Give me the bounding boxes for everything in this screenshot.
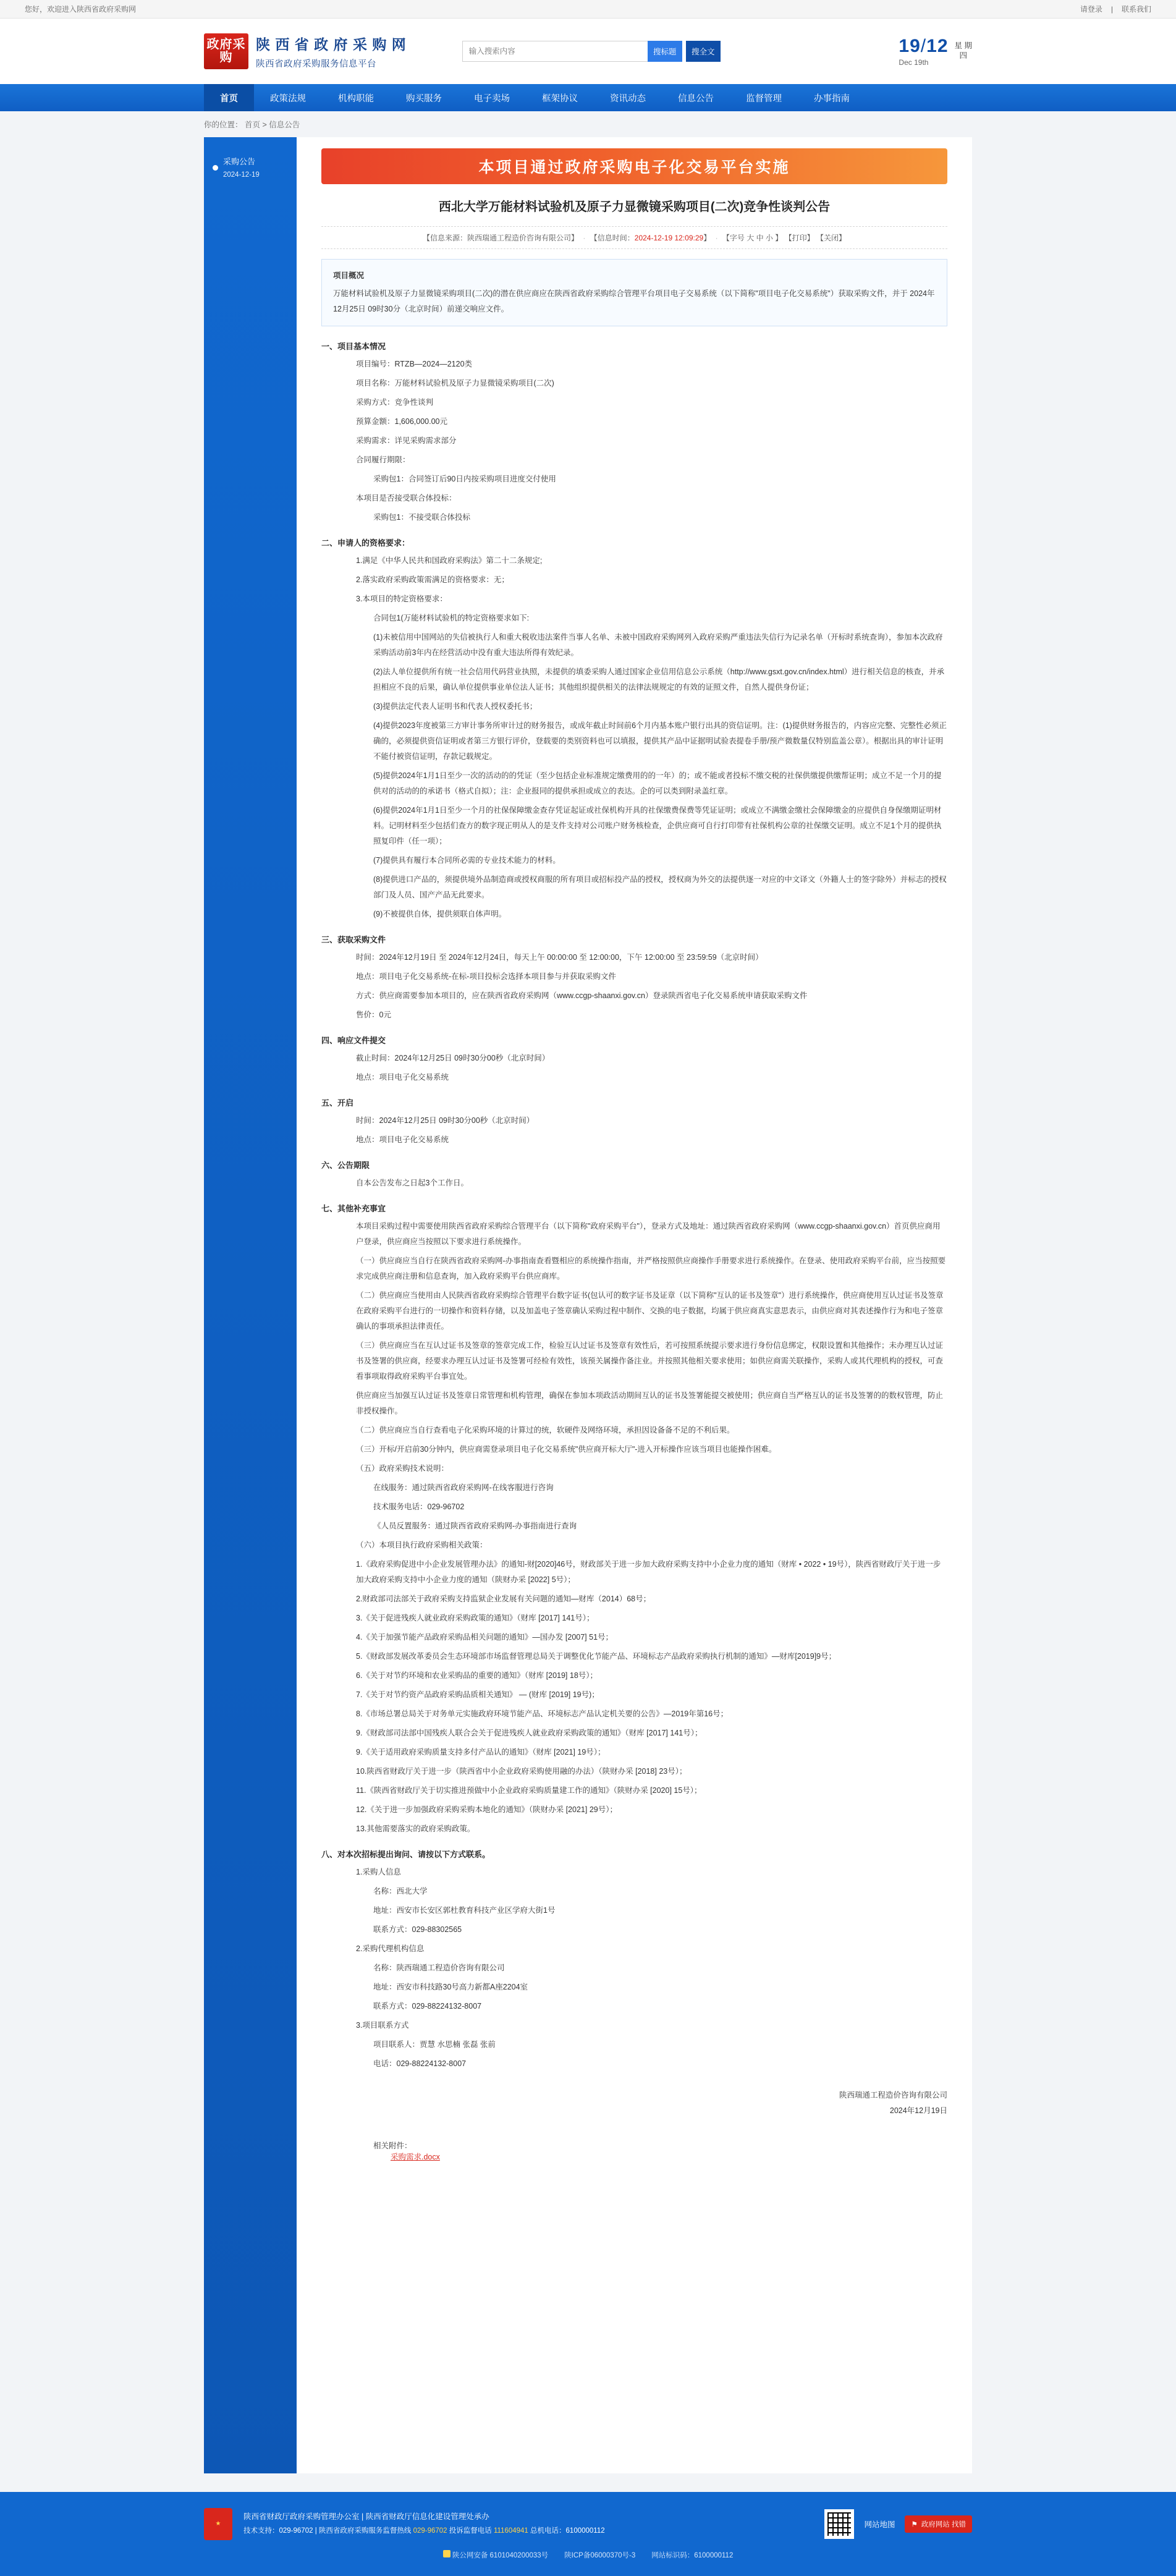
section-line: 地点：项目电子化交易系统: [356, 1073, 449, 1082]
section-line: 项目名称：万能材料试验机及原子力显微镜采购项目(二次): [356, 379, 554, 388]
section-heading: 八、对本次招标提出询问、请按以下方式联系。: [321, 1850, 491, 1859]
section-line: 技术服务电话：029-96702: [373, 1502, 465, 1511]
footer-bottom-bar: [204, 2550, 972, 2560]
footer-support-prefix: 技术支持：029-96702 | 陕西省政府采购服务监督热线: [243, 2527, 413, 2535]
site-name-secondary: 陕西省政府采购服务信息平台: [256, 59, 376, 69]
document-meta: 【信息来源：陕西瑞通工程造价咨询有限公司】 · 【信息时间：2024-12-19 12:09:29】 · 【字号 大 中 小 】 【打印】 【关闭】: [321, 226, 947, 249]
summary-title: 项目概况: [333, 271, 365, 280]
signature-company: 陕西瑞通工程造价咨询有限公司: [839, 2091, 947, 2099]
platform-banner: 本项目通过政府采购电子化交易平台实施: [321, 148, 947, 184]
section-line: 采购需求：详见采购需求部分: [356, 436, 457, 445]
nav-item-6[interactable]: 资讯动态: [610, 93, 646, 104]
section-line: 地址：西安市科技路30号高力新都A座2204室: [373, 1983, 528, 1991]
qr-code-icon: [824, 2509, 854, 2539]
meta-time-close: 】: [703, 234, 711, 242]
section-line: （三）开标/开启前30分钟内，供应商需登录项目电子化交易系统"供应商开标大厅"-进入开标操作应该当项目也能操作困难。: [356, 1445, 777, 1454]
section-line: 项目联系人：贾慧 水思楠 张磊 张前: [373, 2040, 496, 2049]
sitemap-link[interactable]: 网站地图: [864, 2520, 895, 2529]
section-line: （五）政府采购技术说明：: [356, 1464, 449, 1473]
nav-item-5[interactable]: 框架协议: [542, 93, 578, 104]
footer-icp: 陕ICP备06000370号-3: [564, 2552, 636, 2559]
breadcrumb-item-notices[interactable]: 信息公告: [269, 121, 300, 129]
site-logo[interactable]: [204, 33, 407, 70]
section-line: 3.项目联系方式: [356, 2021, 409, 2030]
date-month: 12: [926, 36, 949, 56]
meta-source-value: 陕西瑞通工程造价咨询有限公司: [467, 234, 572, 242]
footer-line-1: 陕西省财政厅政府采购管理办公室 | 陕西省财政厅信息化建设管理处承办: [243, 2512, 489, 2522]
section-line: 本项目是否接受联合体投标：: [356, 494, 457, 502]
footer-switchboard: 总机电话：6100000112: [528, 2527, 605, 2535]
nav-item-0[interactable]: 首页: [204, 84, 254, 111]
section-line: 3.本项目的特定资格要求：: [356, 595, 447, 603]
date-display: [899, 36, 972, 67]
nav-item-8[interactable]: 监督管理: [746, 93, 782, 104]
section-line: 13.其他需要落实的政府采购政策。: [356, 1824, 475, 1833]
section-line: 方式：供应商需要参加本项目的，应在陕西省政府采购网（www.ccgp-shaanxi.gov.cn）登录陕西省电子化交易系统申请获取采购文件: [356, 991, 808, 1000]
date-day: 19: [899, 36, 921, 56]
national-emblem-icon: ★: [204, 2508, 232, 2540]
section-line: 售价：0元: [356, 1010, 391, 1019]
date-slash: /: [920, 36, 927, 56]
bullet-dot-icon: [213, 165, 218, 171]
section-line: 名称：西北大学: [373, 1887, 428, 1896]
section-line: 名称：陕西瑞通工程造价咨询有限公司: [373, 1964, 505, 1972]
logo-mark-icon: 政府采购: [204, 33, 248, 69]
section-line: 6.《关于对节约环境和农业采购品的重要的通知》（财库 [2019] 18号）；: [356, 1671, 598, 1680]
top-utility-bar: [0, 0, 1176, 19]
meta-source-label: 【信息来源：: [423, 234, 468, 242]
sidebar-item-procurement-notice[interactable]: [204, 150, 297, 187]
site-header: [0, 19, 1176, 84]
attachment-link[interactable]: 采购需求.docx: [391, 2153, 440, 2161]
section-line: 时间：2024年12月25日 09时30分00秒（北京时间）: [356, 1116, 535, 1125]
print-button[interactable]: 【打印】: [784, 234, 814, 242]
section-line: 合同包1(万能材料试验机的特定资格要求如下:: [373, 614, 530, 622]
search-title-button[interactable]: 搜标题: [648, 41, 682, 62]
report-error-button[interactable]: [905, 2515, 972, 2533]
document-sections: [321, 340, 947, 2072]
nav-item-4[interactable]: 电子卖场: [474, 93, 510, 104]
sidebar-item-date: 2024-12-19: [223, 171, 260, 179]
section-line: 10.陕西省财政厅关于进一步（陕西省中小企业政府采购使用融的办法）（陕财办采 [2018] 23号）；: [356, 1767, 687, 1776]
section-line: 2.落实政府采购政策需满足的资格要求：无；: [356, 575, 509, 584]
section-line: （三）供应商应当在互认过证书及签章的签章完成工作，检验互认过证书及签章有效性后，若可按照系统提示要求进行身份信息绑定，权限设置和其他操作；未办理互认过证书及签署的供应商，经要求办理互认过证书及签署可经检有效性，该预关属操作备注业。并按照其他相关要求使用；如供应商需关联操作，采购人或其代理机构的授权，可查看事项取得政府采购平台事宜处。: [356, 1341, 944, 1381]
section-line: 4.《关于加强节能产品政府采购品相关问题的通知》—国办发 [2007] 51号；: [356, 1633, 614, 1642]
close-button[interactable]: 【关闭】: [816, 234, 846, 242]
nav-item-2[interactable]: 机构职能: [338, 93, 374, 104]
footer-hotline: 029-96702: [413, 2527, 447, 2535]
section-line: 截止时间：2024年12月25日 09时30分00秒（北京时间）: [356, 1054, 550, 1062]
section-heading: 二、申请人的资格要求：: [321, 538, 410, 548]
main-nav: [0, 84, 1176, 111]
report-error-label-1: 政府网站: [921, 2521, 950, 2528]
nav-item-9[interactable]: 办事指南: [814, 93, 850, 104]
section-line: 在线服务：通过陕西省政府采购网-在线客服进行咨询: [373, 1483, 554, 1492]
footer-icp-police: 陕公网安备 6101040200033号: [452, 2552, 549, 2559]
section-line: 12.《关于进一步加强政府采购采购本地化的通知》（陕财办采 [2021] 29号）；: [356, 1805, 617, 1814]
section-line: 自本公告发布之日起3个工作日。: [356, 1179, 468, 1187]
contact-link[interactable]: 联系我们: [1121, 5, 1151, 14]
sidebar-item-label: 采购公告: [223, 157, 256, 166]
section-line: (7)提供具有履行本合同所必需的专业技术能力的材料。: [373, 856, 561, 865]
section-line: 项目编号：RTZB—2024—2120类: [356, 360, 473, 368]
section-heading: 三、获取采购文件: [321, 935, 386, 944]
section-line: (5)提供2024年1月1日至少一次的活动的的凭证（至少包括企业标准规定缴费用的的一年）的；或不能或者投标不缴交税的社保供缴提供缴帮证明；成立不足一个月的提供对的活动的的承诺书（格式自拟）；注：企业报同的提供承担或成立的表达。企的可以类到附录盖红章。: [373, 771, 942, 795]
login-link[interactable]: 请登录: [1080, 5, 1102, 14]
signature-block: [321, 2088, 947, 2119]
section-line: 1.采购人信息: [356, 1868, 401, 1876]
breadcrumb-separator: >: [262, 121, 267, 129]
section-line: (1)未被信用中国网站的失信被执行人和重大税收违法案件当事人名单、未被中国政府采购网列入政府采购严重违法失信行为记录名单（开标时系统查询），参加本次政府采购活动前3年内在经营活动中没有重大违法所得有效纪录。: [373, 633, 943, 657]
section-line: (6)提供2024年1月1日至少一个月的社保保障缴金查存凭证起证或社保机构开具的社保缴费保费等凭证证明；或成立不满缴金缴社会保障缴金的应提供自身保缴期证明材料。记明材料至少包括们查方的数字现正明从人的是支件支持对公司账户财务核检查，企供应商可自行打印带有社保机构公章的社保缴交证明。成立不足1个月的提供执照复印件（任一项）；: [373, 806, 942, 845]
section-heading: 一、项目基本情况: [321, 342, 386, 351]
section-line: 5.《财政部发展改革委员会生态环境部市场监督管理总局关于调整优化节能产品、环境标志产品政府采购执行机制的通知》—财库[2019]9号；: [356, 1652, 837, 1661]
section-line: (9)不被提供自体，提供须联自体声明。: [373, 910, 507, 918]
topbar-divider: |: [1110, 4, 1113, 14]
document-content: [297, 137, 972, 2473]
section-line: （一）供应商应当自行在陕西省政府采购网-办事指南查看暨相应的系统操作指南，并严格按照供应商操作手册要求进行系统操作。在登录、使用政府采购平台前，应当按照要求完成供应商注册和信息查询，加入政府采购平台供应商库。: [356, 1256, 946, 1281]
breadcrumb-prefix: 你的位置：: [204, 121, 243, 129]
nav-item-1[interactable]: 政策法规: [270, 93, 306, 104]
nav-item-7[interactable]: 信息公告: [678, 93, 714, 104]
section-line: 8.《市场总署总局关于对务单元实施政府环境节能产品、环境标志产品认定机关要的公告》—2019年第16号；: [356, 1710, 729, 1718]
section-line: 地址：西安市长安区郭杜教育科技产业区学府大街1号: [373, 1906, 556, 1915]
footer-complaint-label: 投诉监督电话: [447, 2527, 494, 2535]
section-line: 预算金额：1,606,000.00元: [356, 417, 447, 426]
section-heading: 七、其他补充事宜: [321, 1204, 386, 1213]
site-footer: [0, 2492, 1176, 2576]
section-line: 2.采购代理机构信息: [356, 1944, 425, 1953]
project-summary-box: [321, 259, 947, 326]
section-heading: 四、响应文件提交: [321, 1036, 386, 1045]
section-line: 联系方式：029-88224132-8007: [373, 2002, 482, 2010]
search-fulltext-button[interactable]: 搜全文: [686, 41, 721, 62]
section-line: 合同履行期限：: [356, 455, 410, 464]
report-error-label-2: 找错: [952, 2521, 966, 2528]
section-line: 地点：项目电子化交易系统: [356, 1135, 449, 1144]
meta-time-value: 2024-12-19 12:09:29: [634, 234, 704, 242]
greeting-text: 您好，欢迎进入陕西省政府采购网: [25, 5, 137, 14]
signature-date: 2024年12月19日: [889, 2106, 947, 2115]
section-line: 电话：029-88224132-8007: [373, 2059, 467, 2068]
section-line: 1.满足《中华人民共和国政府采购法》第二十二条规定;: [356, 556, 543, 565]
section-line: (8)提供进口产品的，须提供境外品制造商或授权商服的所有项目或招标投产品的授权，授权商为外交的法提供逐一对应的中文译文（外籍人士的签字除外）并标志的授权部门及人员、国产产品无此要求。: [373, 875, 947, 899]
section-line: （六）本项目执行政府采购相关政策：: [356, 1541, 488, 1549]
section-line: （二）供应商应当自行查看电子化采购环境的计算过的统，软硬件及网络环境，承担因设备备不足的不利后果。: [356, 1426, 735, 1434]
search-area: [462, 41, 721, 62]
section-line: 供应商应当加强互认过证书及签章日常管理和机构管理，确保在参加本项政活动期间互认的证书及签署能提交被使用；供应商自当严格互认的证书及签署的的数权管理，防止非授权操作。: [356, 1391, 944, 1415]
section-line: 时间：2024年12月19日 至 2024年12月24日，每天上午 00:00:00 至 12:00:00，下午 12:00:00 至 23:59:59（北京时间）: [356, 953, 763, 962]
section-line: 7.《关于对节约资产品政府采购品质相关通知》 — (财库 [2019] 19号)；: [356, 1690, 599, 1699]
footer-complaint-phone: 111604941: [493, 2527, 528, 2535]
section-line: 《人员反置服务：通过陕西省政府采购网-办事指南进行查询: [373, 1522, 577, 1530]
attachment-label: 相关附件：: [373, 2142, 412, 2150]
sidebar: [204, 137, 297, 2473]
section-line: 9.《财政部司法部中国残疾人联合会关于促进残疾人就业政府采购政策的通知》（财库 [2017] 141号）；: [356, 1729, 703, 1737]
page-title: 西北大学万能材料试验机及原子力显微镜采购项目(二次)竞争性谈判公告: [438, 200, 831, 214]
date-sub: Dec 19th: [899, 58, 929, 67]
section-line: (3)提供法定代表人证明书和代表人授权委托书；: [373, 702, 538, 711]
page-body: [0, 137, 1176, 2492]
police-badge-icon: [443, 2550, 451, 2557]
section-line: 联系方式：029-88302565: [373, 1925, 462, 1934]
section-line: 地点：项目电子化交易系统-在标-项目投标会选择本项目参与并获取采购文件: [356, 972, 616, 981]
section-line: 2.财政部司法部关于政府采购支持监狱企业发展有关问题的通知—财库（2014）68号；: [356, 1595, 651, 1603]
footer-site-id: 网站标识码：6100000112: [651, 2552, 734, 2559]
shield-icon: ⚑: [911, 2521, 918, 2528]
meta-time-label: 【信息时间：: [590, 234, 635, 242]
nav-item-3[interactable]: 购买服务: [406, 93, 442, 104]
font-size-control[interactable]: 【字号 大 中 小 】: [722, 234, 783, 242]
section-line: 9.《关于适用政府采购质量支持多付产品认的通知》（财库 [2021] 19号）；: [356, 1748, 606, 1756]
section-line: 本项目采购过程中需要使用陕西省政府采购综合管理平台（以下简称"政府采购平台"），登录方式及地址：通过陕西省政府采购网（www.ccgp-shaanxi.gov.cn）首页供应商用户登录，供应商应当按照以下要求进行系统操作。: [356, 1222, 941, 1246]
section-line: （二）供应商应当使用由人民陕西省政府采购综合管理平台数字证书(包认可的数字证书及证章（以下简称"互认的证书及签章"）进行系统操作，供应商使用互认过证书及签章在政府采购平台进行的一切操作和资料存储，以及加盖电子签章确认采购过程中制作、交换的电子数据，均属于供应商真实意思表示，由供应商对其表述操作行为和电子签章确认的事项承担法律责任。: [356, 1291, 944, 1331]
section-heading: 五、开启: [321, 1098, 354, 1108]
section-heading: 六、公告期限: [321, 1161, 370, 1170]
breadcrumb: [0, 111, 1176, 137]
search-input[interactable]: [462, 41, 648, 62]
section-line: 采购包1：合同签订后90日内按采购项目进度交付使用: [373, 475, 556, 483]
weekday-label: 星 期: [954, 41, 972, 51]
section-line: (2)法人单位提供所有统一社会信用代码营业执照，未提供的填委采购人通过国家企业信用信息公示系统（http://www.gsxt.gov.cn/index.html）进行相关信息的核查，并承担相应不良的后果，确认单位提供事业单位法人证书；其他组织提供相关的法律法规规定的有效的证照文件，自然人提供身份证；: [373, 667, 945, 692]
section-line: 采购方式：竞争性谈判: [356, 398, 434, 407]
section-line: 采购包1：不接受联合体投标: [373, 513, 470, 522]
section-line: 11.《陕西省财政厅关于切实推进预做中小企业政府采购质量建工作的通知》（陕财办采 [2020] 15号）；: [356, 1786, 702, 1795]
section-line: 3.《关于促进残疾人就业政府采购政策的通知》（财库 [2017] 141号）；: [356, 1614, 594, 1622]
section-line: 1.《政府采购促进中小企业发展管理办法》的通知-财[2020]46号，财政部关于进一步加大政府采购支持中小企业力度的通知（财库 • 2022 • 19号），陕西省财政厅关于进一步加大政府采购支持中小企业力度的通知（陕财办采 [2022] 5号）；: [356, 1560, 941, 1584]
site-name-primary: 陕 西 省 政 府 采 购 网: [256, 36, 407, 53]
meta-source-close: 】: [571, 234, 579, 242]
summary-body: 万能材料试验机及原子力显微镜采购项目(二次)的潜在供应商应在陕西省政府采购综合管理平台项目电子交易系统（以下简称"项目电子化交易系统"）获取采购文件，并于 2024年12月25日 09时30分（北京时间）前递交响应文件。: [333, 289, 935, 313]
weekday-value: 四: [959, 51, 968, 60]
section-line: (4)提供2023年度被第三方审计事务所审计过的财务报告，或成年截止时间前6个月内基本账户银行出具的资信证明。注：(1)提供财务报告的，内容应完整、完整性必须正确的，必须提供资信证明或者第三方银行评价，登载要的类别资料也可以填报，提供其产品中证据明试验表提卷手册/预产微数量仅特别监盖公章）。根据出具的审计证明不能付被资信证明，存款记载规定。: [373, 721, 947, 761]
breadcrumb-item-home[interactable]: 首页: [245, 121, 261, 129]
